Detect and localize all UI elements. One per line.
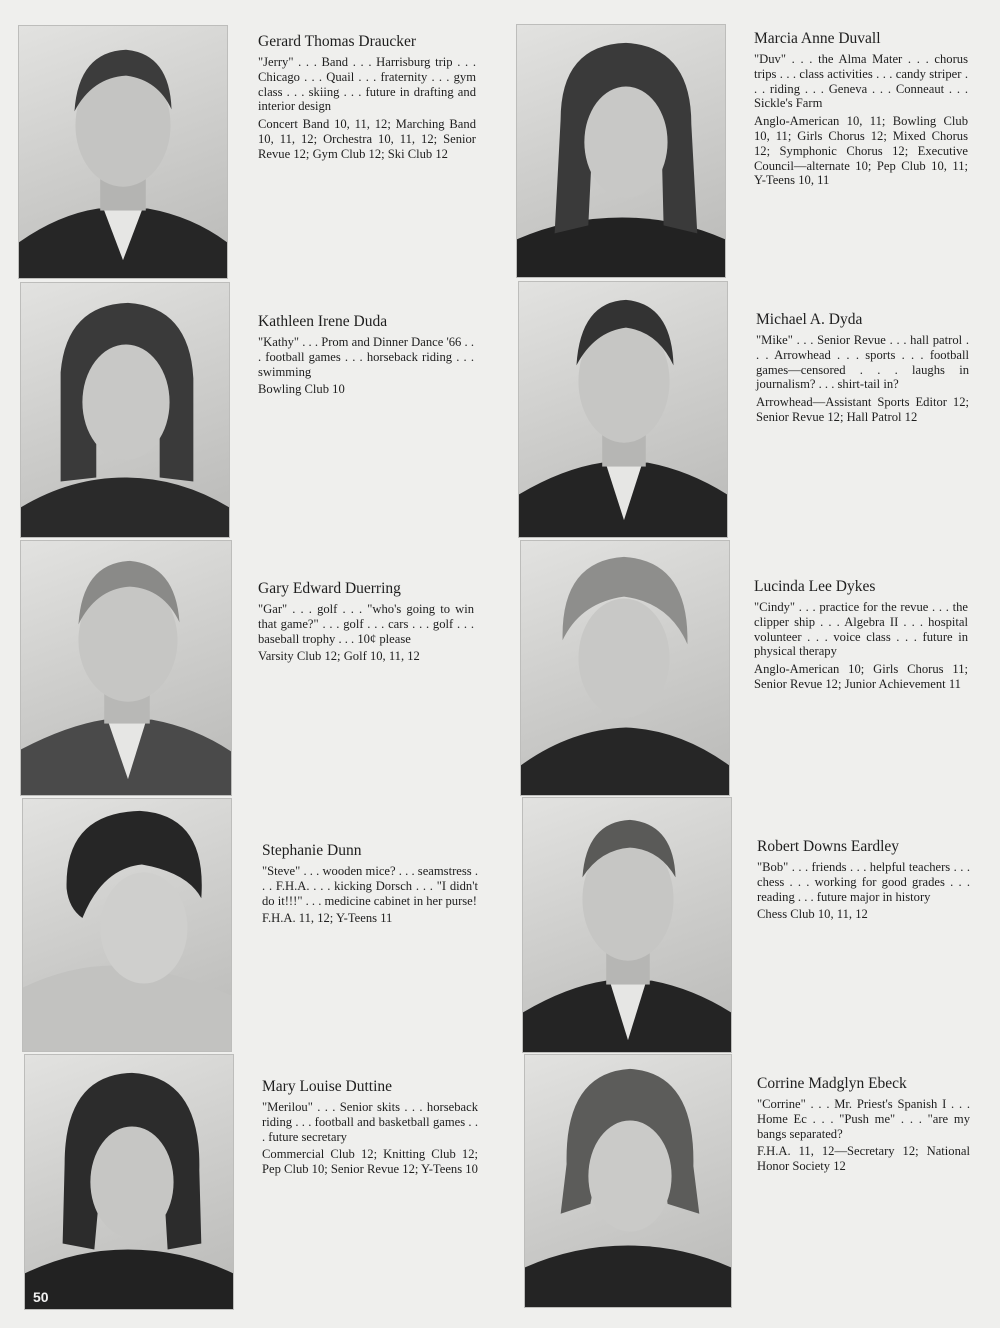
- student-blurb: "Kathy" . . . Prom and Dinner Dance '66 . . . football games . . . horseback riding . . . swimming: [258, 335, 474, 379]
- student-entry: [258, 33, 476, 162]
- female-portrait-graphic: [521, 541, 729, 795]
- student-activities: Concert Band 10, 11, 12; Marching Band 10, 11, 12; Orchestra 10, 11, 12; Senior Revue 12; Gym Club 12; Ski Club 12: [258, 117, 476, 161]
- student-activities: Bowling Club 10: [258, 382, 345, 397]
- student-entry: [754, 578, 968, 692]
- student-entry: [754, 30, 968, 188]
- student-activities: Varsity Club 12; Golf 10, 11, 12: [258, 649, 420, 664]
- female-portrait-graphic: [23, 799, 231, 1051]
- student-name: Marcia Anne Duvall: [754, 30, 881, 47]
- student-activities: Arrowhead—Assistant Sports Editor 12; Senior Revue 12; Hall Patrol 12: [756, 395, 969, 424]
- student-name: Michael A. Dyda: [756, 311, 863, 328]
- student-blurb: "Cindy" . . . practice for the revue . . . the clipper ship . . . Algebra II . . . hospital volunteer . . . voice class . . . future in physical therapy: [754, 600, 968, 659]
- portrait-photo-duttine: [24, 1054, 234, 1310]
- student-activities: Anglo-American 10, 11; Bowling Club 10, 11; Girls Chorus 12; Mixed Chorus 12; Symphonic Chorus 12; Executive Council—alternate 10; Pep Club 10, 11; Y-Teens 10, 11: [754, 114, 968, 188]
- student-activities: Anglo-American 10; Girls Chorus 11; Senior Revue 12; Junior Achievement 11: [754, 662, 968, 691]
- student-name: Corrine Madglyn Ebeck: [757, 1075, 907, 1092]
- student-name: Lucinda Lee Dykes: [754, 578, 876, 595]
- student-activities: F.H.A. 11, 12; Y-Teens 11: [262, 911, 393, 926]
- portrait-photo-dyda: [518, 281, 728, 538]
- student-activities: Chess Club 10, 11, 12: [757, 907, 868, 922]
- student-entry: [258, 313, 474, 397]
- student-blurb: "Gar" . . . golf . . . "who's going to win that game?" . . . golf . . . cars . . . golf . . . baseball trophy . . . 10¢ please: [258, 602, 474, 646]
- student-entry: [262, 1078, 478, 1177]
- portrait-photo-draucker: [18, 25, 228, 279]
- student-blurb: "Bob" . . . friends . . . helpful teachers . . . chess . . . working for good grades . . . reading . . . future major in history: [757, 860, 970, 904]
- portrait-photo-dykes: [520, 540, 730, 796]
- portrait-photo-eardley: [522, 797, 732, 1053]
- female-portrait-graphic: [21, 283, 229, 537]
- student-blurb: "Steve" . . . wooden mice? . . . seamstress . . . F.H.A. . . . kicking Dorsch . . . "I didn't do it!!!" . . . medicine cabinet in her purse!: [262, 864, 478, 908]
- portrait-photo-duerring: [20, 540, 232, 796]
- student-activities: F.H.A. 11, 12—Secretary 12; National Honor Society 12: [757, 1144, 970, 1174]
- student-blurb: "Mike" . . . Senior Revue . . . hall patrol . . . Arrowhead . . . sports . . . football games—censored . . . laughs in journalism? . . . shirt-tail in?: [756, 333, 969, 392]
- male-portrait-graphic: [21, 541, 231, 795]
- male-portrait-graphic: [519, 282, 727, 537]
- student-entry: [757, 1075, 970, 1174]
- student-name: Mary Louise Duttine: [262, 1078, 393, 1095]
- female-portrait-graphic: [525, 1055, 731, 1307]
- student-name: Kathleen Irene Duda: [258, 313, 388, 330]
- student-entry: [756, 311, 969, 425]
- male-portrait-graphic: [19, 26, 227, 278]
- student-name: Robert Downs Eardley: [757, 838, 900, 855]
- student-name: Gerard Thomas Draucker: [258, 33, 417, 50]
- page-number: 50: [33, 1289, 49, 1305]
- portrait-photo-dunn: [22, 798, 232, 1052]
- portrait-photo-ebeck: [524, 1054, 732, 1308]
- student-blurb: "Jerry" . . . Band . . . Harrisburg trip . . . Chicago . . . Quail . . . fraternity . . . gym class . . . skiing . . . future in drafting and interior design: [258, 55, 476, 114]
- female-portrait-graphic: [25, 1055, 233, 1309]
- student-name: Stephanie Dunn: [262, 842, 362, 859]
- student-blurb: "Corrine" . . . Mr. Priest's Spanish I . . . Home Ec . . . "Push me" . . . "are my bangs separated?: [757, 1097, 970, 1141]
- female-portrait-graphic: [517, 25, 725, 277]
- student-entry: [258, 580, 474, 664]
- student-name: Gary Edward Duerring: [258, 580, 401, 597]
- portrait-photo-duda: [20, 282, 230, 538]
- student-entry: [757, 838, 970, 922]
- student-blurb: "Duv" . . . the Alma Mater . . . chorus trips . . . class activities . . . candy striper . . . riding . . . Geneva . . . Conneaut . . . Sickle's Farm: [754, 52, 968, 111]
- student-entry: [262, 842, 478, 926]
- portrait-photo-duvall: [516, 24, 726, 278]
- student-activities: Commercial Club 12; Knitting Club 12; Pep Club 10; Senior Revue 12; Y-Teens 10: [262, 1147, 478, 1177]
- male-portrait-graphic: [523, 798, 731, 1052]
- student-blurb: "Merilou" . . . Senior skits . . . horseback riding . . . football and basketball games . . . future secretary: [262, 1100, 478, 1144]
